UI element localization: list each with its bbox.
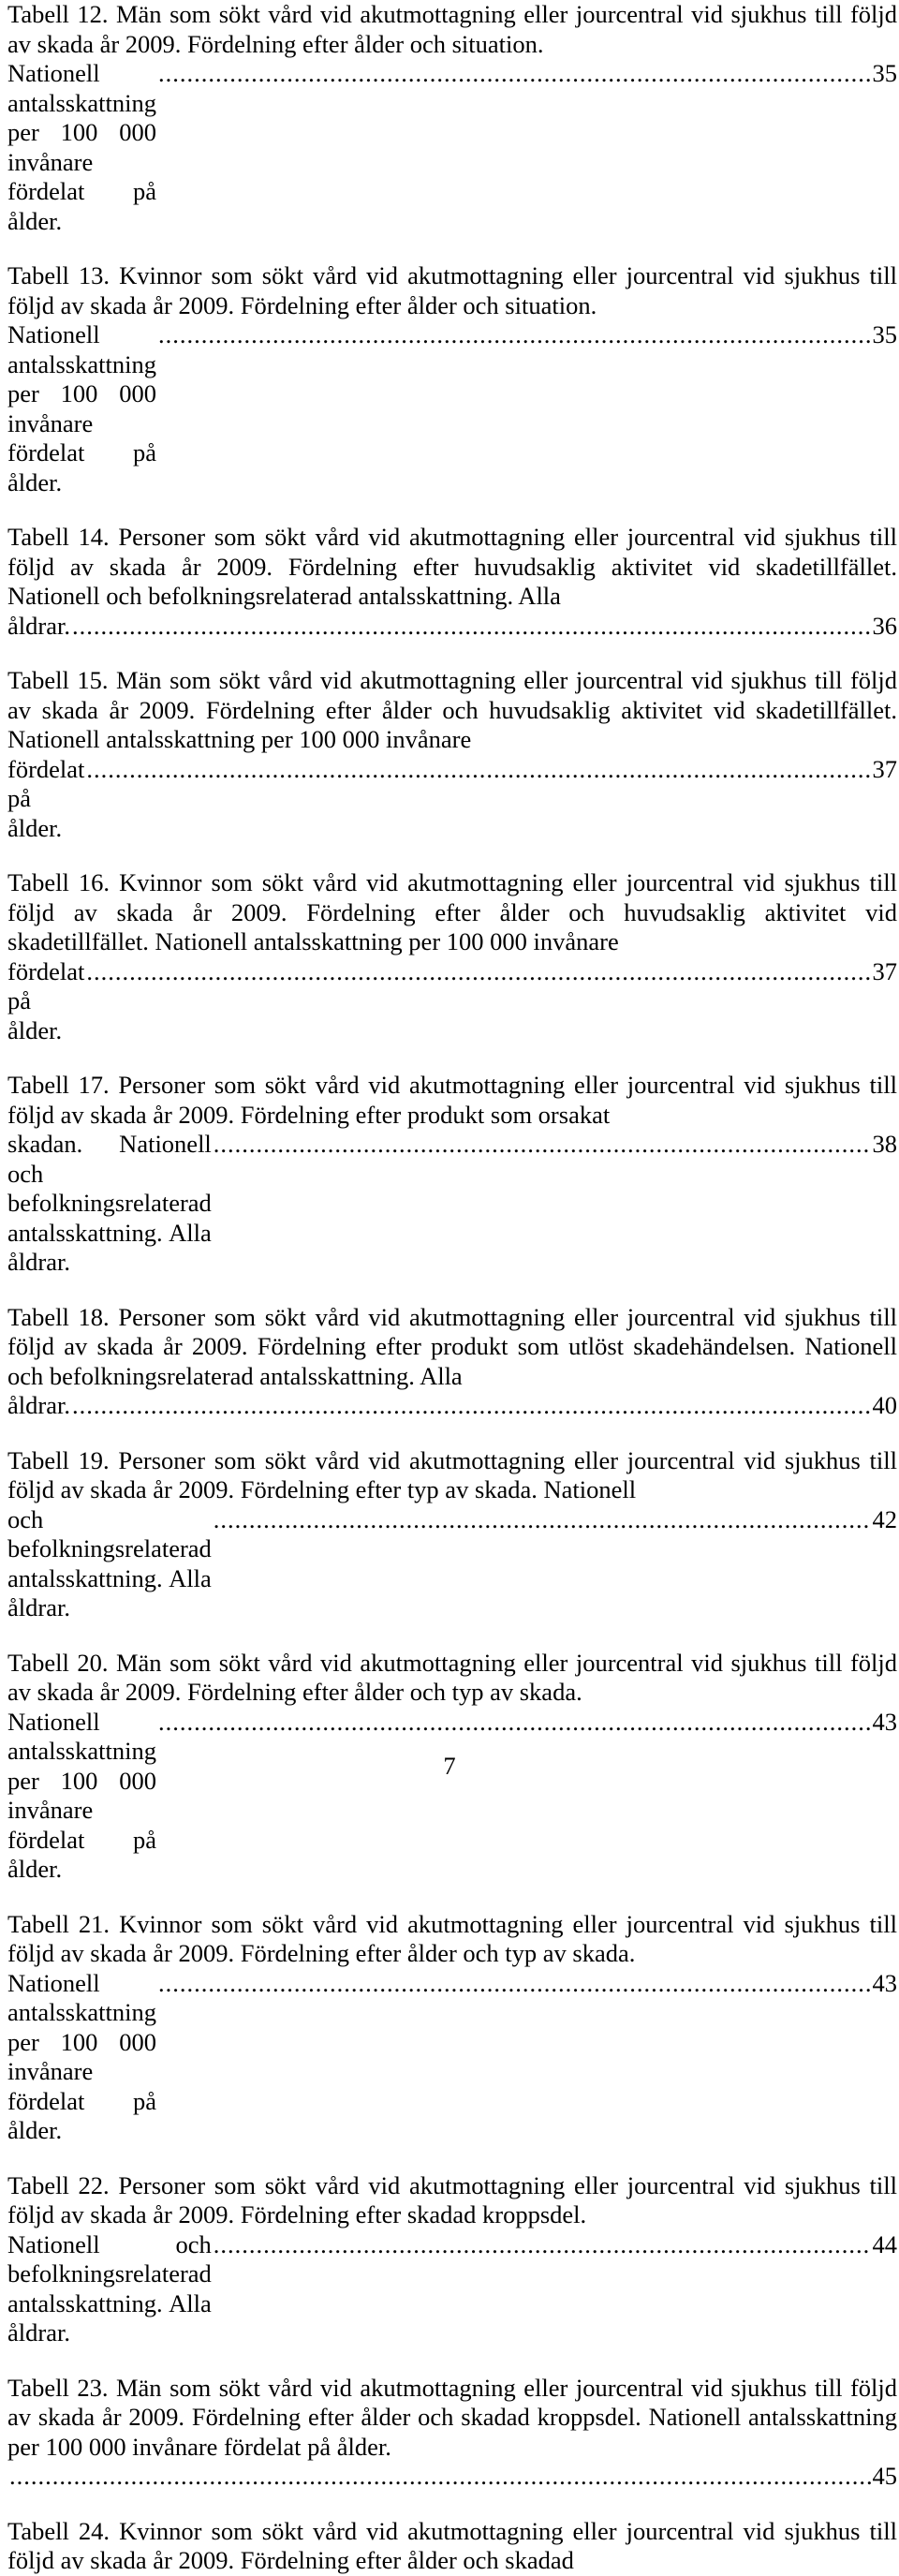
dot-leader <box>86 755 870 785</box>
toc-entry-tabell-24[interactable] <box>7 2517 897 2576</box>
page-number: 7 <box>443 1752 456 1780</box>
table-of-tables-list <box>7 0 897 2576</box>
dot-leader <box>214 1130 871 1160</box>
dot-leader <box>158 320 871 350</box>
toc-entry-text: Tabell 19. Personer som sökt vård vid akutmottagning eller jourcentral vid sjukhus till följd av skada år 2009. Fördelning efter typ av skada. Nationell <box>7 1445 897 1503</box>
toc-entry-tabell-13[interactable] <box>7 261 897 497</box>
toc-entry-tabell-21[interactable] <box>7 1910 897 2146</box>
dot-leader <box>158 59 871 89</box>
toc-entry-leader-line <box>7 1391 897 1421</box>
toc-entry-leader-line <box>7 2230 897 2348</box>
toc-page-number: 35 <box>872 320 897 348</box>
toc-entry-tabell-18[interactable] <box>7 1303 897 1421</box>
toc-entry-leader-line <box>7 59 897 236</box>
toc-entry-tabell-19[interactable] <box>7 1446 897 1623</box>
dot-leader <box>214 2230 871 2260</box>
toc-entry-text-end: fördelat på ålder. <box>7 956 85 1044</box>
toc-entry-tabell-14[interactable] <box>7 523 897 641</box>
toc-entry-leader-line <box>7 1505 897 1623</box>
toc-entry-leader-line <box>7 2462 897 2492</box>
toc-entry-text-end: skadan. Nationell och befolkningsrelaterad antalsskattning. Alla åldrar. <box>7 1130 212 1276</box>
dot-leader <box>158 1708 871 1738</box>
toc-entry-text: Tabell 14. Personer som sökt vård vid akutmottagning eller jourcentral vid sjukhus till följd av skada år 2009. Fördelning efter huvudsaklig aktivitet vid skadetillfället. Nationell och befolkningsrelaterad antalsskattning. Alla <box>7 523 897 610</box>
toc-entry-text: Tabell 22. Personer som sökt vård vid akutmottagning eller jourcentral vid sjukhus till följd av skada år 2009. Fördelning efter skadad kroppsdel. <box>7 2170 897 2228</box>
toc-page-number: 43 <box>872 1707 897 1736</box>
toc-page-number: 42 <box>872 1504 897 1533</box>
toc-entry-text: Tabell 20. Män som sökt vård vid akutmottagning eller jourcentral vid sjukhus till följd av skada år 2009. Fördelning efter ålder och typ av skada. <box>7 1648 897 1706</box>
toc-entry-leader-line <box>7 957 897 1046</box>
dot-leader <box>214 1505 871 1535</box>
toc-entry-leader-line <box>7 1969 897 2146</box>
toc-page-number: 36 <box>872 611 897 640</box>
toc-entry-text-end: Nationell och befolkningsrelaterad antalsskattning. Alla åldrar. <box>7 2229 212 2347</box>
toc-entry-text: Tabell 23. Män som sökt vård vid akutmottagning eller jourcentral vid sjukhus till följd av skada år 2009. Fördelning efter ålder och skadad kroppsdel. Nationell antalsskattning per 100 000 invånare fördelat på ålder. <box>7 2373 897 2461</box>
toc-entry-leader-line <box>7 1130 897 1278</box>
toc-entry-tabell-22[interactable] <box>7 2171 897 2348</box>
toc-entry-text-end: Nationell antalsskattning per 100 000 invånare fördelat på ålder. <box>7 320 156 496</box>
toc-entry-text-end: Nationell antalsskattning per 100 000 invånare fördelat på ålder. <box>7 59 156 235</box>
dot-leader <box>158 1969 871 1999</box>
toc-entry-tabell-23[interactable] <box>7 2374 897 2492</box>
dot-leader <box>86 957 870 987</box>
toc-entry-leader-line <box>7 612 897 642</box>
toc-entry-text-end: åldrar. <box>7 611 70 640</box>
toc-page-number: 37 <box>872 754 897 783</box>
toc-entry-text-end: Nationell antalsskattning per 100 000 invånare fördelat på ålder. <box>7 1968 156 2144</box>
toc-page-number: 38 <box>872 1130 897 1158</box>
toc-page-number: 45 <box>872 2462 897 2490</box>
toc-entry-text: Tabell 12. Män som sökt vård vid akutmottagning eller jourcentral vid sjukhus till följd av skada år 2009. Fördelning efter ålder och situation. <box>7 0 897 58</box>
toc-page-number: 37 <box>872 956 897 985</box>
toc-entry-text-end: åldrar. <box>7 1391 70 1419</box>
dot-leader <box>72 612 871 642</box>
toc-entry-text: Tabell 17. Personer som sökt vård vid akutmottagning eller jourcentral vid sjukhus till följd av skada år 2009. Fördelning efter produkt som orsakat <box>7 1071 897 1129</box>
toc-entry-tabell-12[interactable] <box>7 0 897 236</box>
toc-entry-text: Tabell 15. Män som sökt vård vid akutmottagning eller jourcentral vid sjukhus till följd av skada år 2009. Fördelning efter ålder och huvudsaklig aktivitet vid skadetillfället. Nationell antalsskattning per 100 000 invånare <box>7 666 897 753</box>
toc-entry-tabell-17[interactable] <box>7 1071 897 1278</box>
toc-entry-text: Tabell 16. Kvinnor som sökt vård vid akutmottagning eller jourcentral vid sjukhus till följd av skada år 2009. Fördelning efter ålder och huvudsaklig aktivitet vid skadetillfället. Nationell antalsskattning per 100 000 invånare <box>7 868 897 955</box>
toc-entry-leader-line <box>7 320 897 497</box>
toc-entry-tabell-15[interactable] <box>7 666 897 843</box>
toc-entry-text: Tabell 24. Kvinnor som sökt vård vid akutmottagning eller jourcentral vid sjukhus till följd av skada år 2009. Fördelning efter ålder och skadad <box>7 2516 897 2574</box>
dot-leader <box>72 1391 871 1421</box>
toc-entry-leader-line <box>7 755 897 844</box>
toc-entry-tabell-16[interactable] <box>7 868 897 1045</box>
toc-entry-text-end: fördelat på ålder. <box>7 754 85 842</box>
toc-entry-text: Tabell 21. Kvinnor som sökt vård vid akutmottagning eller jourcentral vid sjukhus till följd av skada år 2009. Fördelning efter ålder och typ av skada. <box>7 1909 897 1967</box>
toc-page-number: 40 <box>872 1391 897 1419</box>
toc-entry-text-end: Nationell antalsskattning per 100 000 invånare fördelat på ålder. <box>7 1707 156 1883</box>
toc-entry-text: Tabell 18. Personer som sökt vård vid akutmottagning eller jourcentral vid sjukhus till följd av skada år 2009. Fördelning efter produkt som utlöst skadehändelsen. Nationell och befolkningsrelaterad antalsskattning. Alla <box>7 1302 897 1390</box>
toc-page-number: 43 <box>872 1968 897 1997</box>
toc-entry-text: Tabell 13. Kvinnor som sökt vård vid akutmottagning eller jourcentral vid sjukhus till följd av skada år 2009. Fördelning efter ålder och situation. <box>7 261 897 319</box>
toc-page-number: 35 <box>872 59 897 87</box>
toc-entry-text-end: och befolkningsrelaterad antalsskattning. Alla åldrar. <box>7 1504 212 1621</box>
toc-entry-leader-line <box>7 1708 897 1885</box>
toc-page-number: 44 <box>872 2229 897 2258</box>
dot-leader <box>9 2462 871 2492</box>
